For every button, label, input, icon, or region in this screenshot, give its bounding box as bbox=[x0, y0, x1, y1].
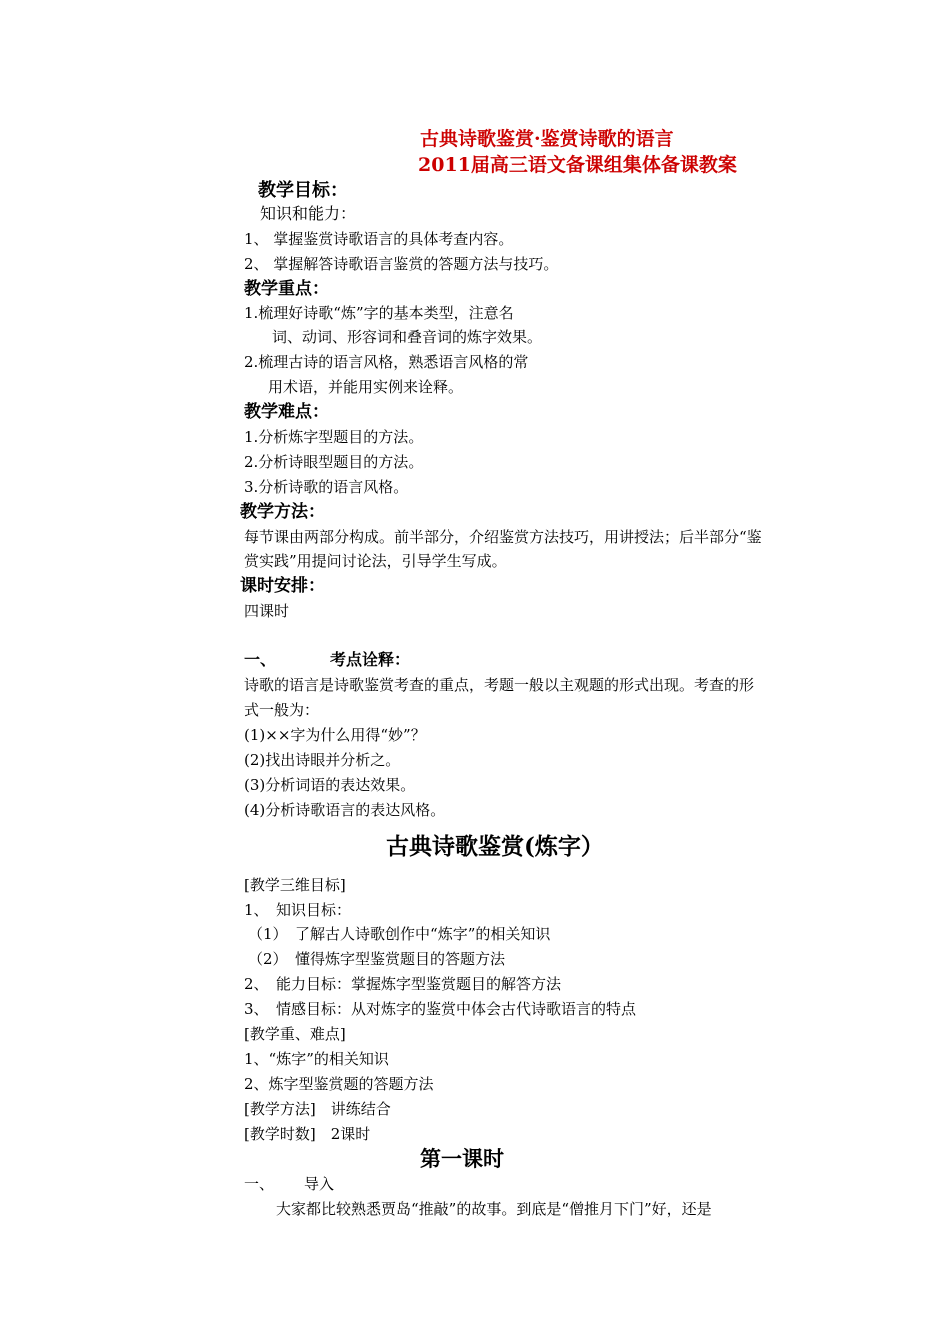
exam-line: (3)分析词语的表达效果。 bbox=[244, 776, 416, 794]
section-line: 1、“炼字”的相关知识 bbox=[244, 1050, 389, 1068]
exam-line: (2)找出诗眼并分析之。 bbox=[244, 751, 401, 769]
exam-line: (4)分析诗歌语言的表达风格。 bbox=[244, 801, 446, 819]
difficulty-heading: 教学难点： bbox=[244, 402, 329, 422]
lesson-paragraph: 大家都比较熟悉贾岛“推敲”的故事。到底是“僧推月下门”好，还是 bbox=[276, 1200, 712, 1218]
method-line: 赏实践”用提问讨论法，引导学生写成。 bbox=[244, 552, 507, 570]
difficulty-line: 2.分析诗眼型题目的方法。 bbox=[244, 453, 424, 471]
goals-item: 1、 掌握鉴赏诗歌语言的具体考查内容。 bbox=[244, 230, 514, 248]
section-line: [教学重、难点] bbox=[244, 1025, 346, 1043]
document-title: 古典诗歌鉴赏·鉴赏诗歌的语言 bbox=[420, 128, 674, 150]
difficulty-line: 3.分析诗歌的语言风格。 bbox=[244, 478, 409, 496]
method-heading: 教学方法： bbox=[240, 502, 325, 522]
goals-item: 2、 掌握解答诗歌语言鉴赏的答题方法与技巧。 bbox=[244, 255, 559, 273]
section-line: 3、 情感目标：从对炼字的鉴赏中体会古代诗歌语言的特点 bbox=[244, 1000, 637, 1018]
focus-heading: 教学重点： bbox=[244, 279, 329, 299]
lesson-number: 一、 bbox=[244, 1175, 275, 1193]
exam-heading: 考点诠释： bbox=[330, 650, 411, 669]
goals-subheading: 知识和能力： bbox=[260, 204, 357, 223]
focus-line: 词、动词、形容词和叠音词的炼字效果。 bbox=[272, 328, 543, 346]
section-line: 2、 能力目标：掌握炼字型鉴赏题目的解答方法 bbox=[244, 975, 562, 993]
schedule-value: 四课时 bbox=[244, 602, 290, 620]
exam-line: 式一般为： bbox=[244, 701, 320, 719]
section-line: （2） 懂得炼字型鉴赏题目的答题方法 bbox=[248, 950, 506, 968]
section-line: 2、炼字型鉴赏题的答题方法 bbox=[244, 1075, 434, 1093]
document-subtitle: 2011届高三语文备课组集体备课教案 bbox=[418, 154, 737, 176]
lesson-title: 第一课时 bbox=[420, 1146, 504, 1171]
goals-heading: 教学目标： bbox=[258, 180, 348, 201]
section-title: 古典诗歌鉴赏(炼字） bbox=[386, 833, 604, 860]
exam-line: 诗歌的语言是诗歌鉴赏考查的重点，考题一般以主观题的形式出现。考查的形 bbox=[244, 676, 755, 694]
lesson-heading: 导入 bbox=[304, 1175, 335, 1193]
section-line: （1） 了解古人诗歌创作中“炼字”的相关知识 bbox=[248, 925, 551, 943]
section-line: [教学三维目标] bbox=[244, 876, 346, 894]
section-line: [教学时数] 2课时 bbox=[244, 1125, 371, 1143]
exam-line: (1)××字为什么用得“妙”？ bbox=[244, 726, 426, 744]
focus-line: 1.梳理好诗歌“炼”字的基本类型，注意名 bbox=[244, 304, 514, 322]
section-line: 1、 知识目标： bbox=[244, 901, 352, 919]
method-line: 每节课由两部分构成。前半部分，介绍鉴赏方法技巧，用讲授法；后半部分“鉴 bbox=[244, 528, 762, 546]
section-line: [教学方法] 讲练结合 bbox=[244, 1100, 391, 1118]
exam-number: 一、 bbox=[244, 650, 277, 669]
difficulty-line: 1.分析炼字型题目的方法。 bbox=[244, 428, 424, 446]
focus-line: 用术语，并能用实例来诠释。 bbox=[268, 378, 464, 396]
schedule-heading: 课时安排： bbox=[240, 576, 325, 596]
focus-line: 2.梳理古诗的语言风格，熟悉语言风格的常 bbox=[244, 353, 529, 371]
